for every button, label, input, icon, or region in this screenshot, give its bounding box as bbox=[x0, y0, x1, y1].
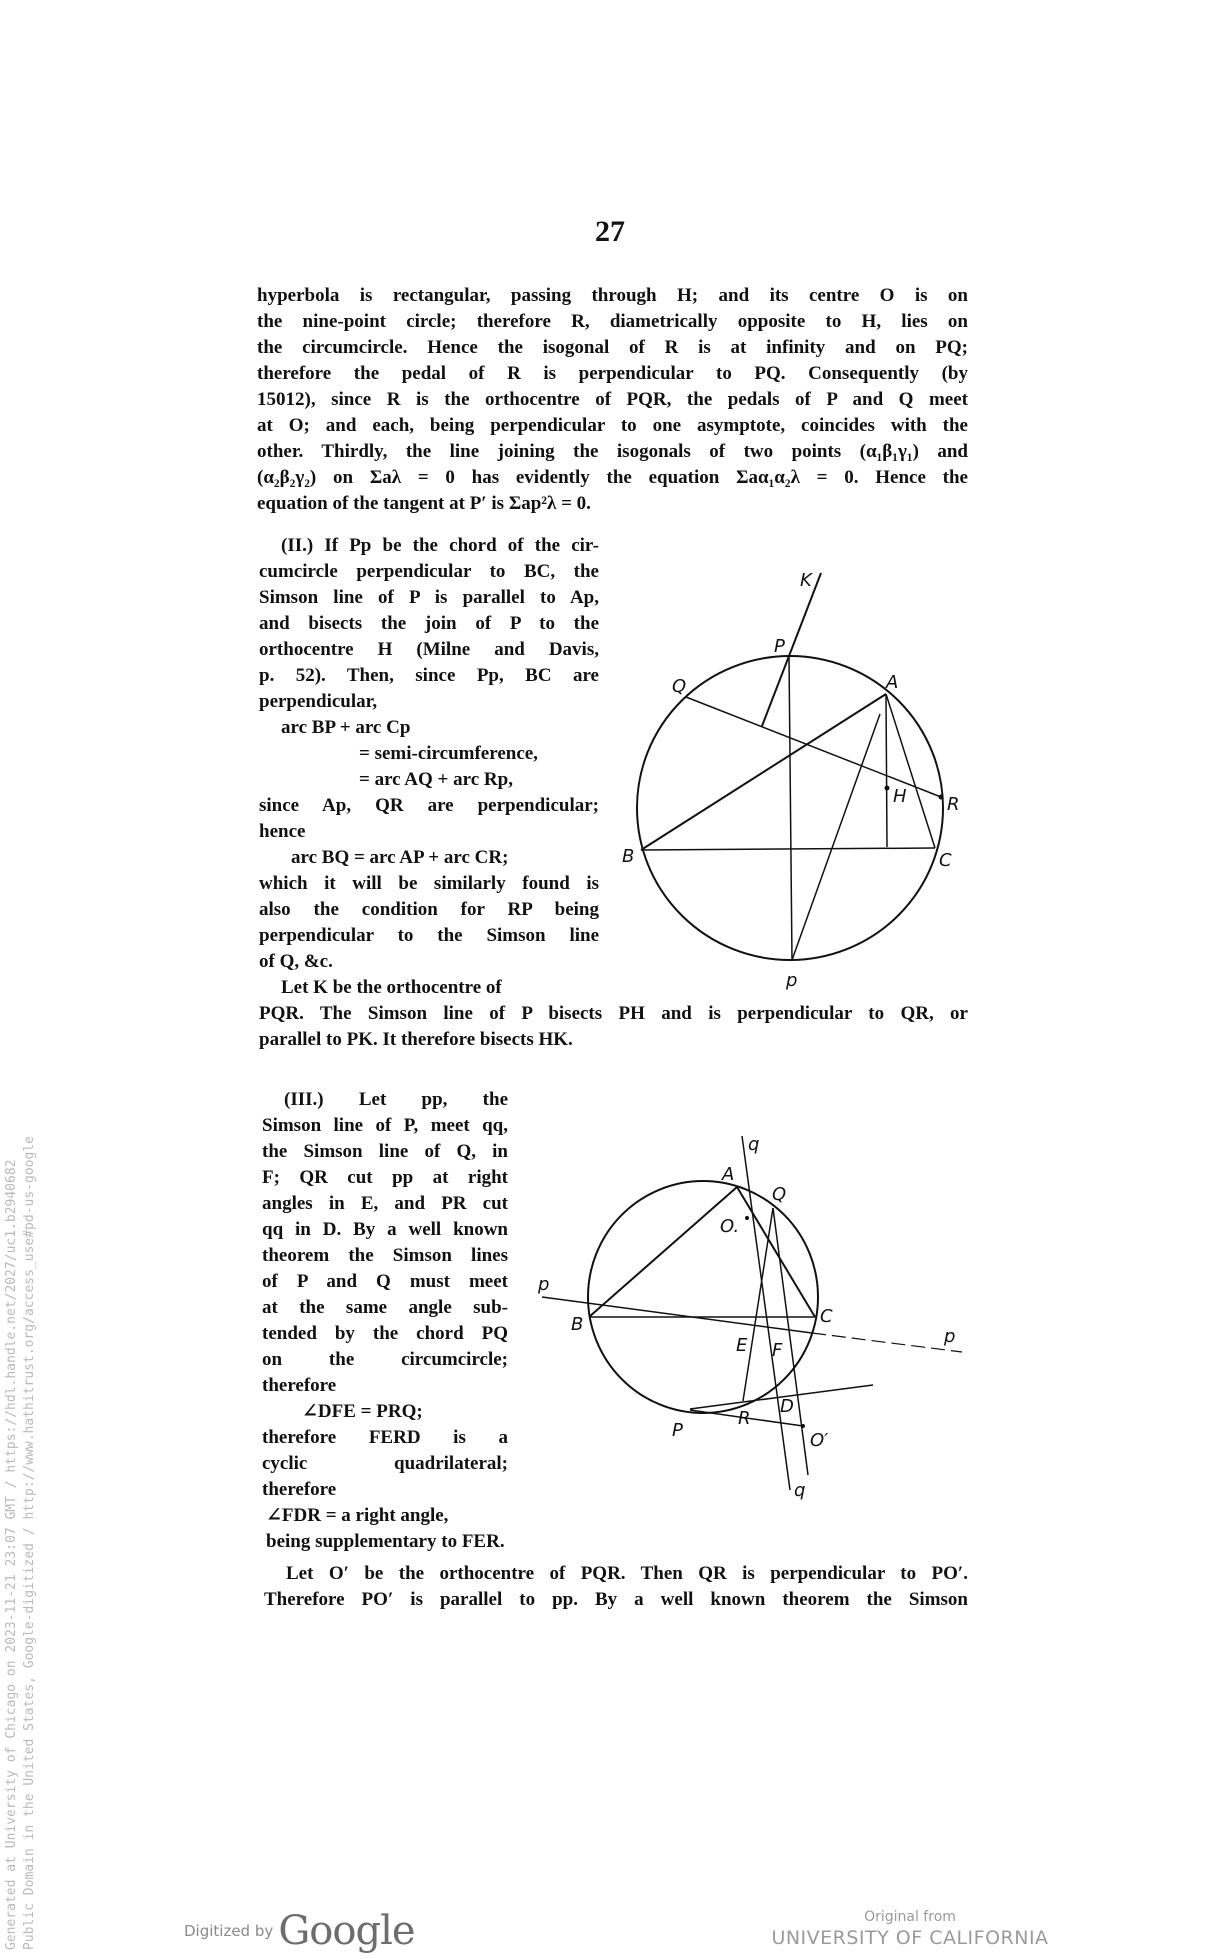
section-2-text bbox=[259, 533, 599, 1001]
text-line: at the same angle sub- bbox=[262, 1297, 508, 1318]
text-line: perpendicular to the Simson line bbox=[259, 925, 599, 946]
equation-line: ∠FDR = a right angle, bbox=[266, 1505, 449, 1526]
label-a: A bbox=[886, 672, 899, 693]
text-line: perpendicular, bbox=[259, 691, 378, 712]
text-line: of P and Q must meet bbox=[262, 1271, 508, 1292]
text-line: F; QR cut pp at right bbox=[262, 1167, 508, 1188]
text-line: therefore bbox=[262, 1375, 337, 1396]
line-a-p bbox=[792, 714, 880, 960]
label-q: Q bbox=[672, 676, 687, 697]
text-line: the circumcircle. Hence the isogonal of R is at infinity and on PQ; bbox=[257, 337, 968, 358]
text-line: qq in D. By a well known bbox=[262, 1219, 508, 1240]
text-line: which it will be similarly found is bbox=[259, 873, 599, 894]
watermark-line-1: Generated at University of Chicago on 2023-11-21 23:07 GMT / https://hdl.handle.net/2027/uc1.b2940682 bbox=[4, 1159, 19, 1950]
label-o: O. bbox=[720, 1216, 740, 1237]
section-heading-line: (III.) Let pp, the bbox=[284, 1089, 508, 1110]
equation-line: = arc AQ + arc Rp, bbox=[359, 769, 513, 790]
text-line: Simson line of P is parallel to Ap, bbox=[259, 587, 599, 608]
point-o bbox=[745, 1216, 749, 1220]
text-line: being supplementary to FER. bbox=[266, 1531, 505, 1552]
text-line: hyperbola is rectangular, passing through H; and its centre O is on bbox=[257, 285, 968, 306]
google-logo: Google bbox=[278, 1908, 415, 1954]
point-o-prime bbox=[801, 1424, 805, 1428]
text-line: on the circumcircle; bbox=[262, 1349, 508, 1370]
label-p: P bbox=[774, 636, 785, 657]
text-line: p. 52). Then, since Pp, BC are bbox=[259, 665, 599, 686]
text-line: at O; and each, being perpendicular to one asymptote, coincides with the bbox=[257, 415, 968, 436]
text-line: hence bbox=[259, 821, 306, 842]
digitized-by-google bbox=[184, 1908, 415, 1954]
text-line: other. Thirdly, the line joining the isogonals of two points (α₁β₁γ₁) and bbox=[257, 441, 968, 462]
label-d: D bbox=[780, 1396, 794, 1417]
text-line: the nine-point circle; therefore R, diametrically opposite to H, lies on bbox=[257, 311, 968, 332]
section-3-text bbox=[262, 1087, 508, 1555]
digitized-by-text: Digitized by bbox=[184, 1922, 274, 1940]
equation-line: arc BP + arc Cp bbox=[281, 717, 411, 738]
institution-name: UNIVERSITY OF CALIFORNIA bbox=[771, 1927, 1049, 1949]
text-line: parallel to PK. It therefore bisects HK. bbox=[259, 1029, 573, 1050]
label-c: C bbox=[820, 1306, 833, 1327]
chord-q-r bbox=[743, 1208, 773, 1401]
watermark-line-2: Public Domain in the United States, Google-digitized / http://www.hathitrust.org/access_use#pd-us-google bbox=[22, 1136, 37, 1950]
text-line: therefore bbox=[262, 1479, 337, 1500]
section-2-continuation bbox=[259, 1001, 968, 1053]
section-heading-line: (II.) If Pp be the chord of the cir- bbox=[281, 535, 599, 556]
text-line: therefore the pedal of R is perpendicular to PQ. Consequently (by bbox=[257, 363, 968, 384]
label-a: A bbox=[722, 1164, 735, 1185]
text-line: angles in E, and PR cut bbox=[262, 1193, 508, 1214]
label-e: E bbox=[736, 1335, 748, 1356]
text-line: equation of the tangent at P′ is Σap²λ = 0. bbox=[257, 493, 591, 514]
label-b: B bbox=[622, 846, 635, 867]
side-a-b bbox=[641, 694, 886, 850]
side-a-c bbox=[886, 694, 935, 848]
text-line: theorem the Simson lines bbox=[262, 1245, 508, 1266]
label-p: P bbox=[672, 1420, 683, 1441]
label-small-p: p bbox=[786, 970, 798, 991]
original-from bbox=[720, 1908, 1100, 1950]
side-b-c bbox=[641, 848, 935, 850]
text-line: Therefore PO′ is parallel to pp. By a well known theorem the Simson bbox=[264, 1589, 968, 1610]
side-a-b bbox=[589, 1187, 740, 1317]
label-q: Q bbox=[772, 1184, 787, 1205]
label-q-bottom: q bbox=[794, 1480, 806, 1501]
altitude-a bbox=[886, 694, 887, 847]
label-p-right: p bbox=[944, 1326, 956, 1347]
equation-line: arc BQ = arc AP + arc CR; bbox=[291, 847, 509, 868]
figure-2-diagram bbox=[530, 1120, 970, 1510]
label-o-prime: O′ bbox=[810, 1430, 829, 1451]
text-line: PQR. The Simson line of P bisects PH and is perpendicular to QR, or bbox=[259, 1003, 968, 1024]
text-line: tended by the chord PQ bbox=[262, 1323, 508, 1344]
label-q-top: q bbox=[748, 1134, 760, 1155]
page-number: 27 bbox=[595, 215, 625, 248]
text-line: also the condition for RP being bbox=[259, 899, 599, 920]
margin-watermark bbox=[0, 0, 44, 1959]
label-p-left: p bbox=[538, 1274, 550, 1295]
text-line: the Simson line of Q, in bbox=[262, 1141, 508, 1162]
label-r: R bbox=[947, 794, 960, 815]
label-h: H bbox=[893, 786, 907, 807]
text-line: Simson line of P, meet qq, bbox=[262, 1115, 508, 1136]
text-line: orthocentre H (Milne and Davis, bbox=[259, 639, 599, 660]
text-line: since Ap, QR are perpendicular; bbox=[259, 795, 599, 816]
text-line: 15012), since R is the orthocentre of PQR, the pedals of P and Q meet bbox=[257, 389, 968, 410]
line-k-to-foot bbox=[762, 573, 821, 726]
text-line: and bisects the join of P to the bbox=[259, 613, 599, 634]
chord-p-p bbox=[789, 657, 792, 960]
label-c: C bbox=[939, 850, 952, 871]
text-line: (α₂β₂γ₂) on Σaλ = 0 has evidently the equation Σaα₁α₂λ = 0. Hence the bbox=[257, 467, 968, 488]
intro-paragraph bbox=[257, 283, 968, 517]
text-line: Let K be the orthocentre of bbox=[281, 977, 502, 998]
text-line: therefore FERD is a bbox=[262, 1427, 508, 1448]
text-line: of Q, &c. bbox=[259, 951, 333, 972]
section-3-continuation bbox=[264, 1561, 968, 1613]
label-f: F bbox=[772, 1340, 783, 1361]
label-r: R bbox=[738, 1408, 751, 1429]
label-b: B bbox=[571, 1314, 584, 1335]
simson-line-p-dashed bbox=[812, 1333, 962, 1352]
text-line: cyclic quadrilateral; bbox=[262, 1453, 508, 1474]
equation-line: ∠DFE = PRQ; bbox=[302, 1401, 423, 1422]
label-k: K bbox=[800, 570, 812, 591]
point-r bbox=[939, 795, 944, 800]
figure-1-diagram bbox=[610, 560, 980, 1000]
original-from-text: Original from bbox=[864, 1909, 956, 1925]
text-line: Let O′ be the orthocentre of PQR. Then QR is perpendicular to PO′. bbox=[286, 1563, 968, 1584]
equation-line: = semi-circumference, bbox=[359, 743, 538, 764]
text-line: cumcircle perpendicular to BC, the bbox=[259, 561, 599, 582]
point-h bbox=[885, 786, 890, 791]
